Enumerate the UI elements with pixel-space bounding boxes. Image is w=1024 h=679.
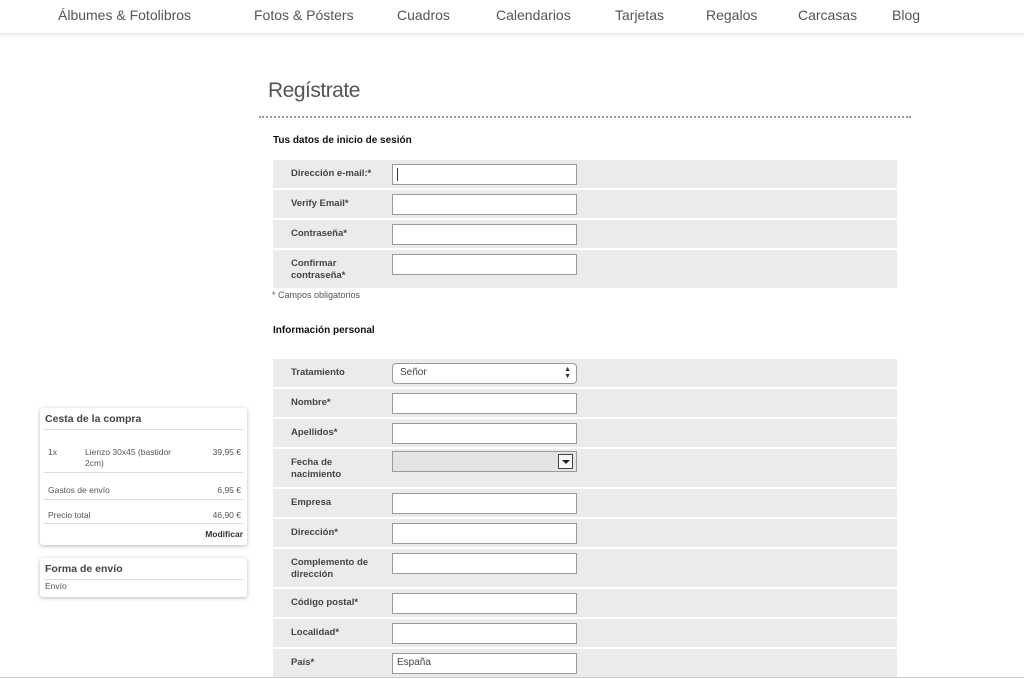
- cart-divider: [44, 523, 243, 524]
- email-field[interactable]: [392, 164, 577, 185]
- postal-code-row: [273, 589, 897, 617]
- salutation-label: Tratamiento: [291, 367, 345, 378]
- cart-divider: [44, 499, 243, 500]
- postal-code-label: Código postal*: [291, 597, 359, 608]
- cart-item-qty: 1x: [48, 447, 57, 457]
- shipping-method-divider: [44, 579, 243, 580]
- confirm-password-label: Confirmar contraseña*: [291, 258, 346, 281]
- address2-label: Complemento de dirección: [291, 557, 369, 580]
- password-field[interactable]: [392, 224, 577, 245]
- verify-email-field[interactable]: [392, 194, 577, 215]
- address2-row: [273, 549, 897, 587]
- page-title: Regístrate: [268, 79, 360, 102]
- personal-form: [273, 359, 897, 679]
- first-name-field[interactable]: [392, 393, 577, 414]
- cart-item-price: 39,95 €: [212, 447, 241, 457]
- nav-calendarios[interactable]: Calendarios: [496, 7, 571, 23]
- first-name-label: Nombre*: [291, 397, 331, 408]
- shipping-method-title: Forma de envío: [45, 563, 123, 575]
- total-price-value: 46,90 €: [212, 510, 241, 520]
- email-row: [273, 160, 897, 188]
- cart-title: Cesta de la compra: [45, 413, 142, 425]
- nav-fotos[interactable]: Fotos & Pósters: [254, 7, 354, 23]
- cart-item-name: Lienzo 30x45 (bastidor 2cm): [85, 447, 172, 468]
- top-navigation: [0, 0, 1024, 34]
- modify-cart-link[interactable]: Modificar: [205, 529, 243, 539]
- country-label: País*: [291, 657, 315, 668]
- shipping-cost-value: 6,95 €: [217, 485, 241, 495]
- nav-albumes[interactable]: Álbumes & Fotolibros: [58, 7, 192, 23]
- country-field[interactable]: España: [392, 653, 577, 674]
- nav-tarjetas[interactable]: Tarjetas: [615, 7, 665, 23]
- required-fields-note: * Campos obligatorios: [272, 290, 361, 300]
- birth-date-field[interactable]: [392, 451, 577, 472]
- total-price-label: Precio total: [48, 510, 91, 520]
- city-row: [273, 619, 897, 647]
- shipping-cost-label: Gastos de envío: [48, 485, 110, 495]
- login-section-title: Tus datos de inicio de sesión: [273, 135, 412, 146]
- confirm-password-field[interactable]: [392, 254, 577, 275]
- nav-blog[interactable]: Blog: [892, 7, 921, 23]
- address-row: [273, 519, 897, 547]
- salutation-select[interactable]: [392, 363, 577, 384]
- company-label: Empresa: [291, 497, 332, 508]
- verify-email-row: [273, 190, 897, 218]
- city-label: Localidad*: [291, 627, 340, 638]
- login-form: [273, 160, 897, 290]
- nav-regalos[interactable]: Regalos: [706, 7, 758, 23]
- password-label: Contraseña*: [291, 228, 347, 239]
- cart-box: [40, 408, 247, 545]
- address-label: Dirección*: [291, 527, 338, 538]
- city-field[interactable]: [392, 623, 577, 644]
- birth-date-row: [273, 449, 897, 487]
- cart-divider: [44, 429, 243, 430]
- select-arrows-icon: ▲ ▼: [564, 366, 571, 380]
- text-cursor: [397, 168, 398, 181]
- page-bottom-border: [0, 677, 1024, 678]
- personal-section-title: Información personal: [273, 325, 375, 336]
- address2-field[interactable]: [392, 553, 577, 574]
- last-name-label: Apellidos*: [291, 427, 338, 438]
- email-label: Dirección e-mail:*: [291, 168, 372, 179]
- password-row: [273, 220, 897, 248]
- salutation-row: [273, 359, 897, 387]
- salutation-value: Señor: [400, 367, 427, 378]
- postal-code-field[interactable]: [392, 593, 577, 614]
- confirm-password-row: [273, 250, 897, 288]
- company-row: [273, 489, 897, 517]
- shipping-method-box: [40, 558, 247, 597]
- birth-date-label: Fecha de nacimiento: [291, 457, 342, 480]
- title-divider: [259, 116, 911, 118]
- shipping-method-value: Envío: [45, 581, 67, 591]
- first-name-row: [273, 389, 897, 417]
- country-row: [273, 649, 897, 677]
- address-field[interactable]: [392, 523, 577, 544]
- cart-divider: [44, 472, 243, 473]
- verify-email-label: Verify Email*: [291, 198, 349, 209]
- nav-carcasas[interactable]: Carcasas: [798, 7, 858, 23]
- nav-cuadros[interactable]: Cuadros: [397, 7, 450, 23]
- last-name-row: [273, 419, 897, 447]
- last-name-field[interactable]: [392, 423, 577, 444]
- calendar-dropdown-icon[interactable]: [558, 454, 573, 469]
- company-field[interactable]: [392, 493, 577, 514]
